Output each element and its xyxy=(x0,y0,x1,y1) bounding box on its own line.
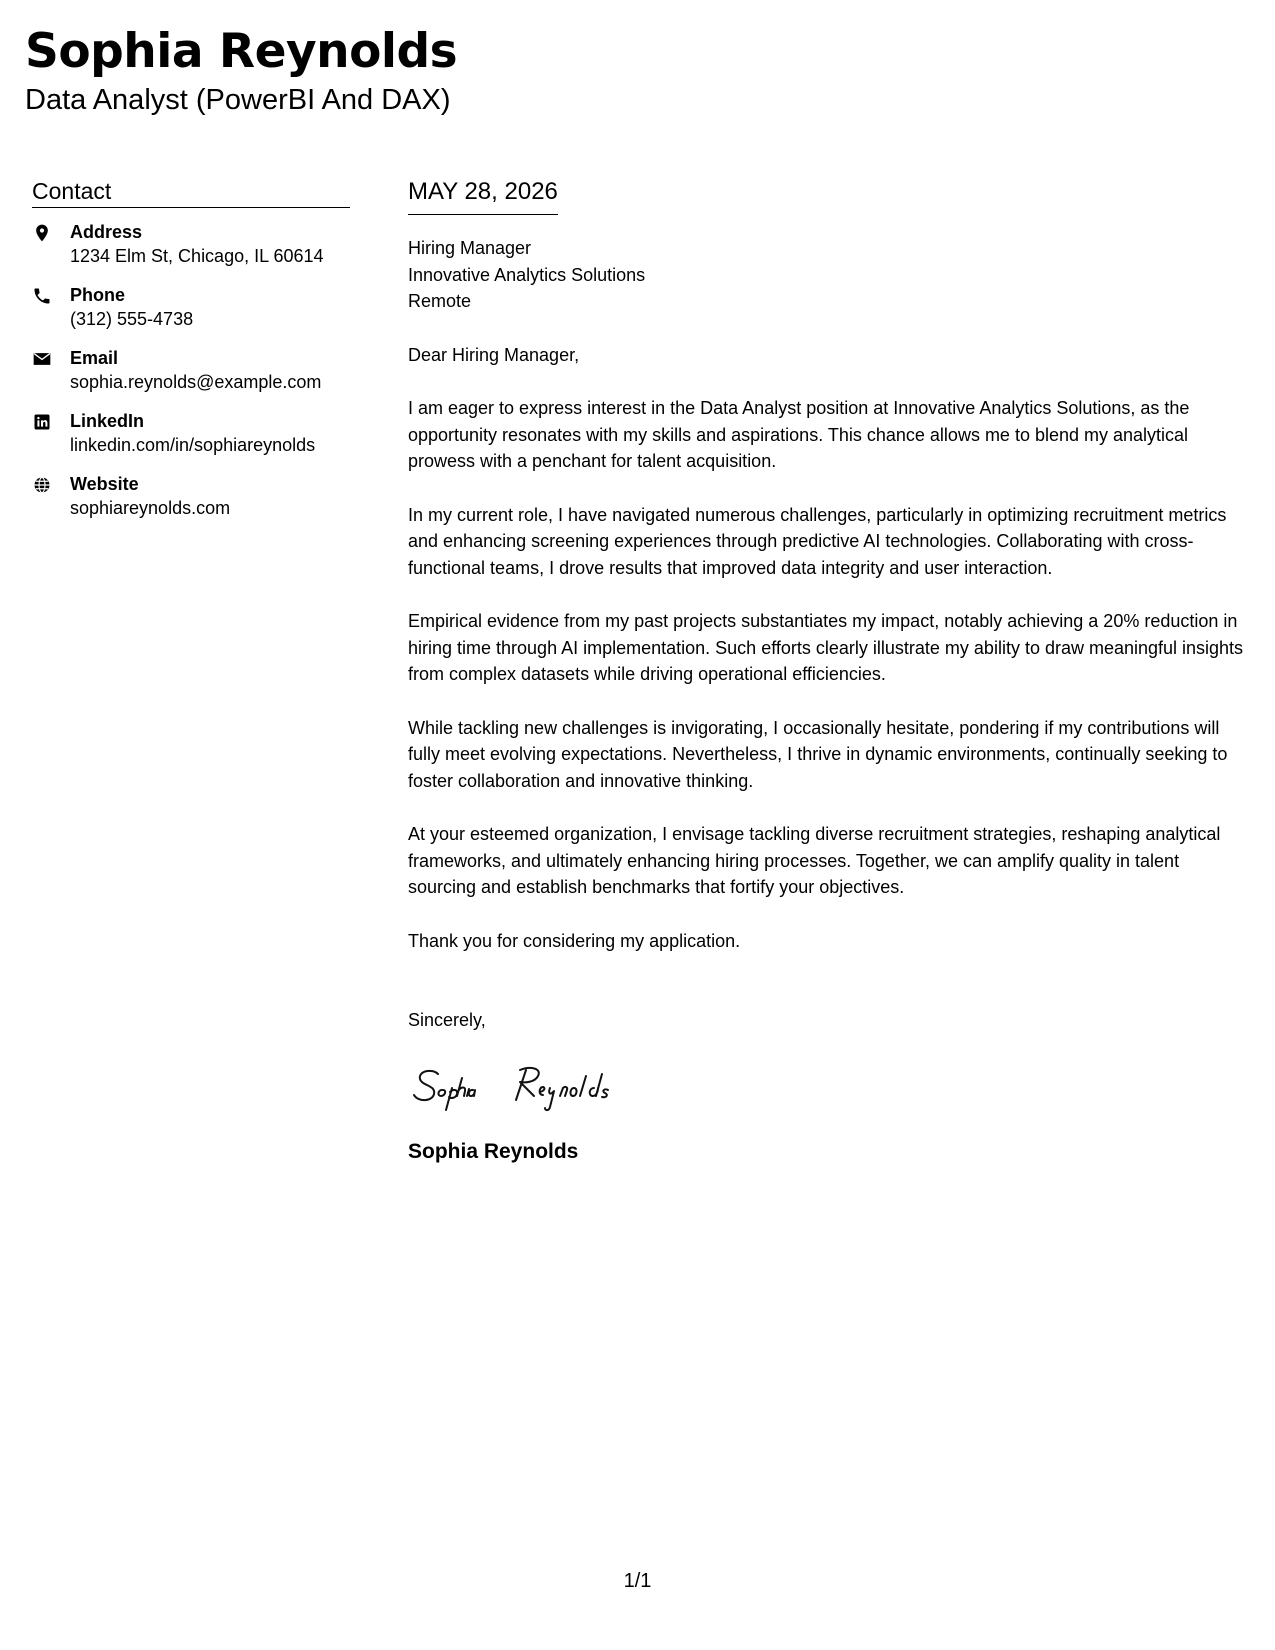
contact-heading: Contact xyxy=(32,176,350,208)
handwritten-signature xyxy=(408,1052,668,1122)
contact-value-website: sophiareynolds.com xyxy=(70,498,231,518)
linkedin-icon xyxy=(32,412,54,434)
contact-value-phone: (312) 555-4738 xyxy=(70,309,194,329)
paragraph: I am eager to express interest in the Data Analyst position at Innovative Analytics Solutions, as the opportunity resonates with my skills and aspirations. This chance allows me to blend my analytical prowess with a penchant for talent acquisition. xyxy=(408,398,1190,471)
contact-linkedin xyxy=(32,409,352,472)
contact-phone xyxy=(32,283,352,346)
letter-body xyxy=(408,176,1248,1166)
signed-name: Sophia Reynolds xyxy=(408,1139,579,1163)
contact-website xyxy=(32,472,352,535)
page-number: 1/1 xyxy=(623,1570,652,1592)
phone-icon xyxy=(32,286,54,308)
contact-value-address: 1234 Elm St, Chicago, IL 60614 xyxy=(70,246,324,266)
recipient-title: Hiring Manager xyxy=(408,238,532,258)
contact-sidebar xyxy=(32,176,352,535)
letter-paragraphs xyxy=(408,395,1248,954)
contact-label-website: Website xyxy=(70,474,139,494)
paragraph: Empirical evidence from my past projects substantiates my impact, notably achieving a 20% reduction in hiring time through AI implementation. Such efforts clearly illustrate my ability to draw meaningful insights from complex datasets while driving operational efficiencies. xyxy=(408,611,1244,684)
recipient-company: Innovative Analytics Solutions xyxy=(408,264,646,285)
contact-list xyxy=(32,220,352,535)
globe-icon xyxy=(32,475,54,497)
paragraph: While tackling new challenges is invigorating, I occasionally hesitate, pondering if my contributions will fully meet evolving expectations. Nevertheless, I thrive in dynamic environments, continually seeking to foster collaboration and innovative thinking. xyxy=(408,717,1228,791)
contact-value-linkedin: linkedin.com/in/sophiareynolds xyxy=(70,435,316,455)
letter-date: MAY 28, 2026 xyxy=(408,176,558,215)
paragraph: At your esteemed organization, I envisage tackling diverse recruitment strategies, reshaping analytical frameworks, and ultimately enhancing hiring processes. Together, we can amplify quality in talent sourcing and establish benchmarks that fortify your objectives. xyxy=(408,824,1221,897)
envelope-icon xyxy=(32,349,54,371)
map-pin-icon xyxy=(32,223,54,245)
salutation: Dear Hiring Manager, xyxy=(408,344,580,365)
contact-label-phone: Phone xyxy=(70,285,126,305)
contact-label-linkedin: LinkedIn xyxy=(70,411,145,431)
contact-email xyxy=(32,346,352,409)
recipient-block xyxy=(408,235,1248,315)
contact-value-email: sophia.reynolds@example.com xyxy=(70,372,322,392)
recipient-location: Remote xyxy=(408,291,472,311)
paragraph: In my current role, I have navigated numerous challenges, particularly in optimizing recruitment metrics and enhancing screening experiences through predictive AI technologies. Collaborating with cross-functional teams, I drove results that improved data integrity and user interaction. xyxy=(408,504,1227,578)
applicant-name: Sophia Reynolds xyxy=(25,24,458,79)
paragraph: Thank you for considering my application. xyxy=(408,930,741,951)
contact-address xyxy=(32,220,352,283)
job-title: Data Analyst (PowerBI And DAX) xyxy=(25,84,451,116)
contact-label-address: Address xyxy=(70,222,143,242)
closing: Sincerely, xyxy=(408,1010,486,1030)
contact-label-email: Email xyxy=(70,348,119,368)
